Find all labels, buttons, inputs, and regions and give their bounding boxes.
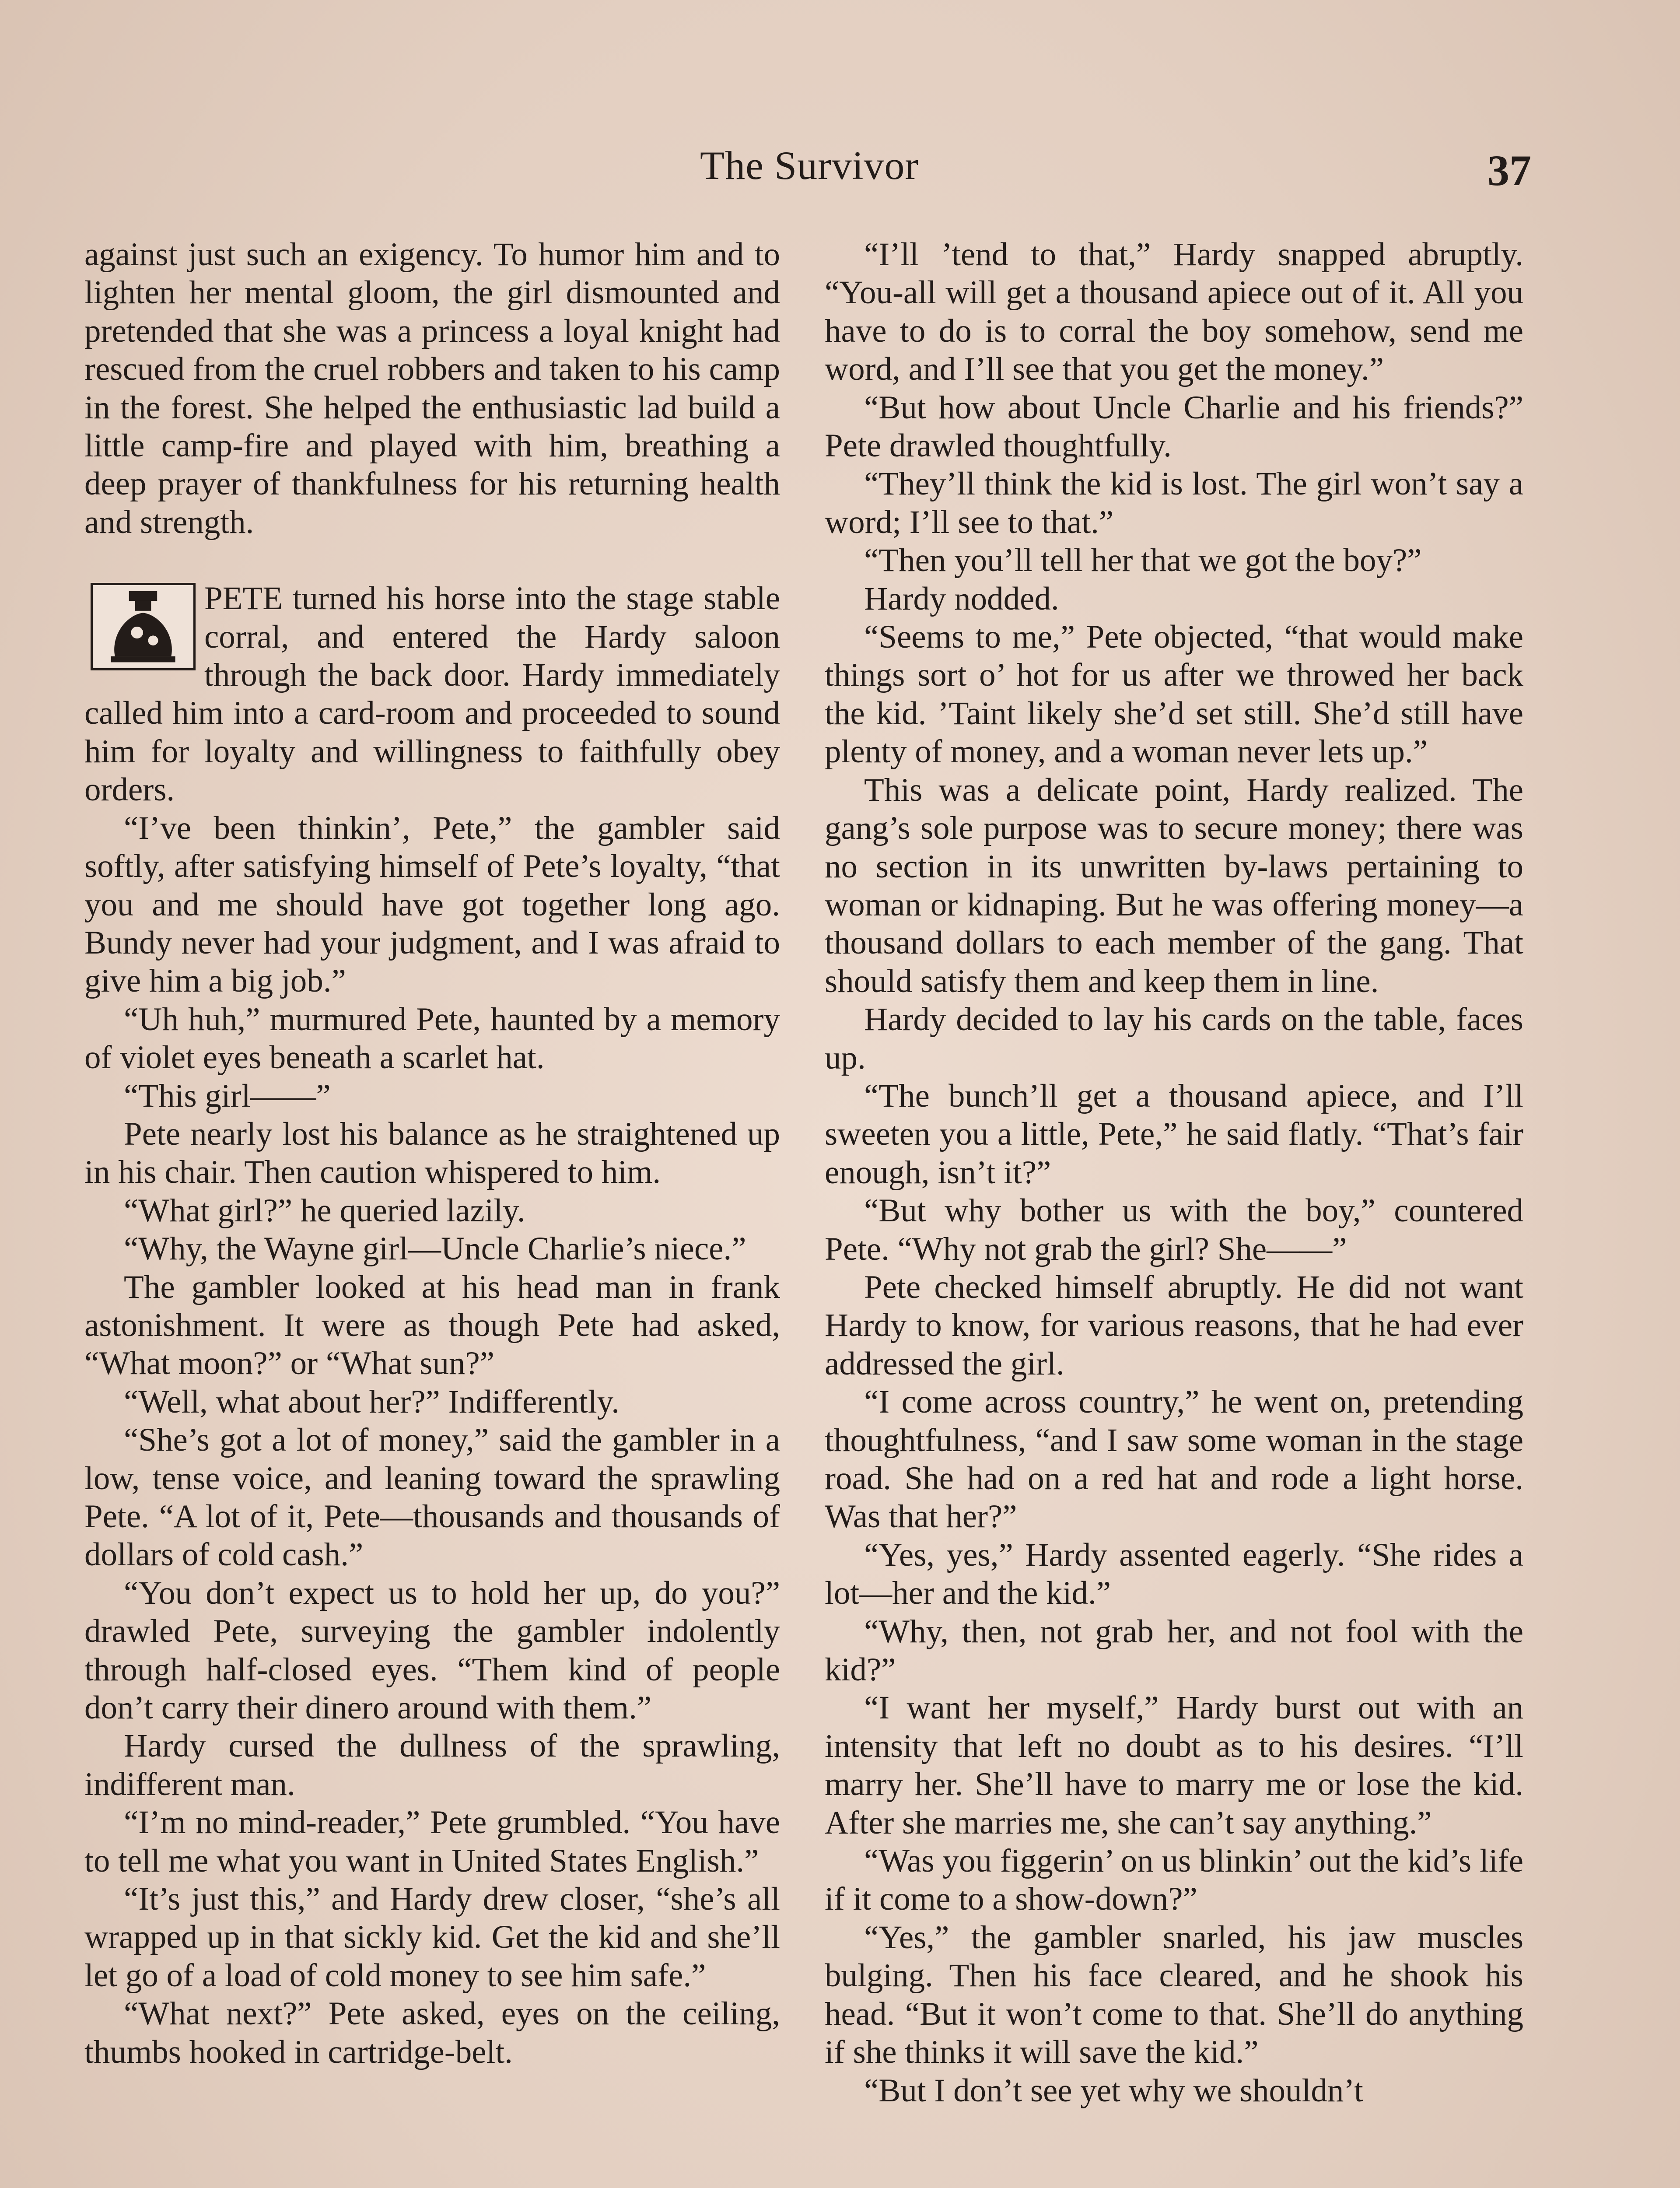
paragraph: Hardy cursed the dullness of the sprawling, indifferent man. [84, 1728, 780, 1802]
drop-cap-paragraph [84, 579, 780, 809]
paragraph: against just such an exigency. To humor him and to lighten her mental gloom, the girl dismounted and pretended that she was a princess a loyal knight had rescued from the cruel robbers and taken to his camp in the forest. She helped the enthusiastic lad build a little camp-fire and played with him, breathing a deep prayer of thankfulness for his returning health and strength. [84, 236, 780, 540]
paragraph: “Why, the Wayne girl—Uncle Charlie’s niece.” [124, 1231, 746, 1267]
right-text-column [825, 235, 1523, 2110]
paragraph: Pete checked himself abruptly. He did not want Hardy to know, for various reasons, that he had ever addressed the girl. [825, 1269, 1523, 1382]
paragraph: “Was you figgerin’ on us blinkin’ out the kid’s life if it come to a show-down?” [825, 1843, 1523, 1918]
paragraph: “This girl——” [124, 1077, 331, 1114]
paragraph: “I’m no mind-reader,” Pete grumbled. “You have to tell me what you want in United States English.” [84, 1804, 780, 1879]
paragraph: “Uh huh,” murmured Pete, haunted by a memory of violet eyes beneath a scarlet hat. [84, 1001, 780, 1076]
paragraph: “Yes, yes,” Hardy assented eagerly. “She rides a lot—her and the kid.” [825, 1536, 1523, 1612]
paragraph: “Well, what about her?” Indifferently. [124, 1383, 620, 1420]
paragraph: Pete nearly lost his balance as he straightened up in his chair. Then caution whispered to him. [84, 1115, 780, 1191]
paragraph: “The bunch’ll get a thousand apiece, and I’ll sweeten you a little, Pete,” he said flatly. “That’s fair enough, isn’t it?” [825, 1077, 1523, 1191]
paragraph: “Seems to me,” Pete objected, “that would make things sort o’ hot for us after we throwed her back the kid. ’Taint likely she’d set still. She’d still have plenty of money, and a woman never lets up.” [825, 619, 1523, 770]
paragraph: “What girl?” he queried lazily. [124, 1192, 525, 1229]
paragraph: “Then you’ll tell her that we got the boy?” [864, 542, 1422, 579]
paragraph: “I come across country,” he went on, pretending thoughtfulness, “and I saw some woman in the stage road. She had on a red hat and rode a light horse. Was that her?” [825, 1384, 1523, 1535]
running-head-title: The Survivor [700, 143, 919, 188]
paragraph: “But how about Uncle Charlie and his friends?” Pete drawled thoughtfully. [825, 389, 1523, 464]
paragraph: “They’ll think the kid is lost. The girl won’t say a word; I’ll see to that.” [825, 466, 1523, 540]
paragraph: “I want her myself,” Hardy burst out with an intensity that left no doubt as to his desires. “I’ll marry her. She’ll have to marry me or lose the kid. After she marries me, she can’t say anything.” [825, 1690, 1523, 1841]
paragraph: Hardy decided to lay his cards on the table, faces up. [825, 1001, 1523, 1076]
paragraph: Hardy nodded. [864, 580, 1059, 617]
paragraph: “Yes,” the gambler snarled, his jaw muscles bulging. Then his face cleared, and he shook his head. “But it won’t come to that. She’ll do anything if she thinks it will save the kid.” [825, 1919, 1523, 2071]
paragraph: “It’s just this,” and Hardy drew closer, “she’s all wrapped up in that sickly kid. Get the kid and she’ll let go of a load of cold money to see him safe.” [84, 1881, 780, 1994]
paragraph: “Why, then, not grab her, and not fool with the kid?” [825, 1613, 1523, 1688]
paragraph: “But why bother us with the boy,” countered Pete. “Why not grab the girl? She——” [825, 1192, 1523, 1267]
page-number: 37 [1488, 146, 1531, 195]
paragraph: “You don’t expect us to hold her up, do you?” drawled Pete, surveying the gambler indolently through half-closed eyes. “Them kind of people don’t carry their dinero around with them.” [84, 1574, 780, 1726]
paragraph: This was a delicate point, Hardy realized. The gang’s sole purpose was to secure money; there was no section in its unwritten by-laws pertaining to woman or kidnaping. But he was offering money—a thousand dollars to each member of the gang. That should satisfy them and keep them in line. [825, 771, 1523, 999]
paragraph: The gambler looked at his head man in frank astonishment. It were as though Pete had asked, “What moon?” or “What sun?” [84, 1269, 780, 1382]
left-text-column [84, 235, 780, 2071]
paragraph: PETE turned his horse into the stage stable corral, and entered the Hardy saloon through the back door. Hardy immediately called him into a card-room and proceeded to sound him for loyalty and willingness to faithfully obey orders. [84, 580, 780, 808]
paragraph: “I’ve been thinkin’, Pete,” the gambler said softly, after satisfying himself of Pete’s loyalty, “that you and me should have got together long ago. Bundy never had your judgment, and I was afraid to give him a big job.” [84, 810, 780, 999]
paragraph: “I’ll ’tend to that,” Hardy snapped abruptly. “You-all will get a thousand apiece out of it. All you have to do is to corral the boy somehow, send me word, and I’ll see that you get the money.” [825, 236, 1523, 388]
paragraph: “But I don’t see yet why we shouldn’t [864, 2072, 1363, 2109]
paragraph: “What next?” Pete asked, eyes on the ceiling, thumbs hooked in cartridge-belt. [84, 1995, 780, 2070]
drop-cap-ornament-icon [91, 583, 196, 670]
paragraph: “She’s got a lot of money,” said the gambler in a low, tense voice, and leaning toward the sprawling Pete. “A lot of it, Pete—thousands and thousands of dollars of cold cash.” [84, 1422, 780, 1573]
